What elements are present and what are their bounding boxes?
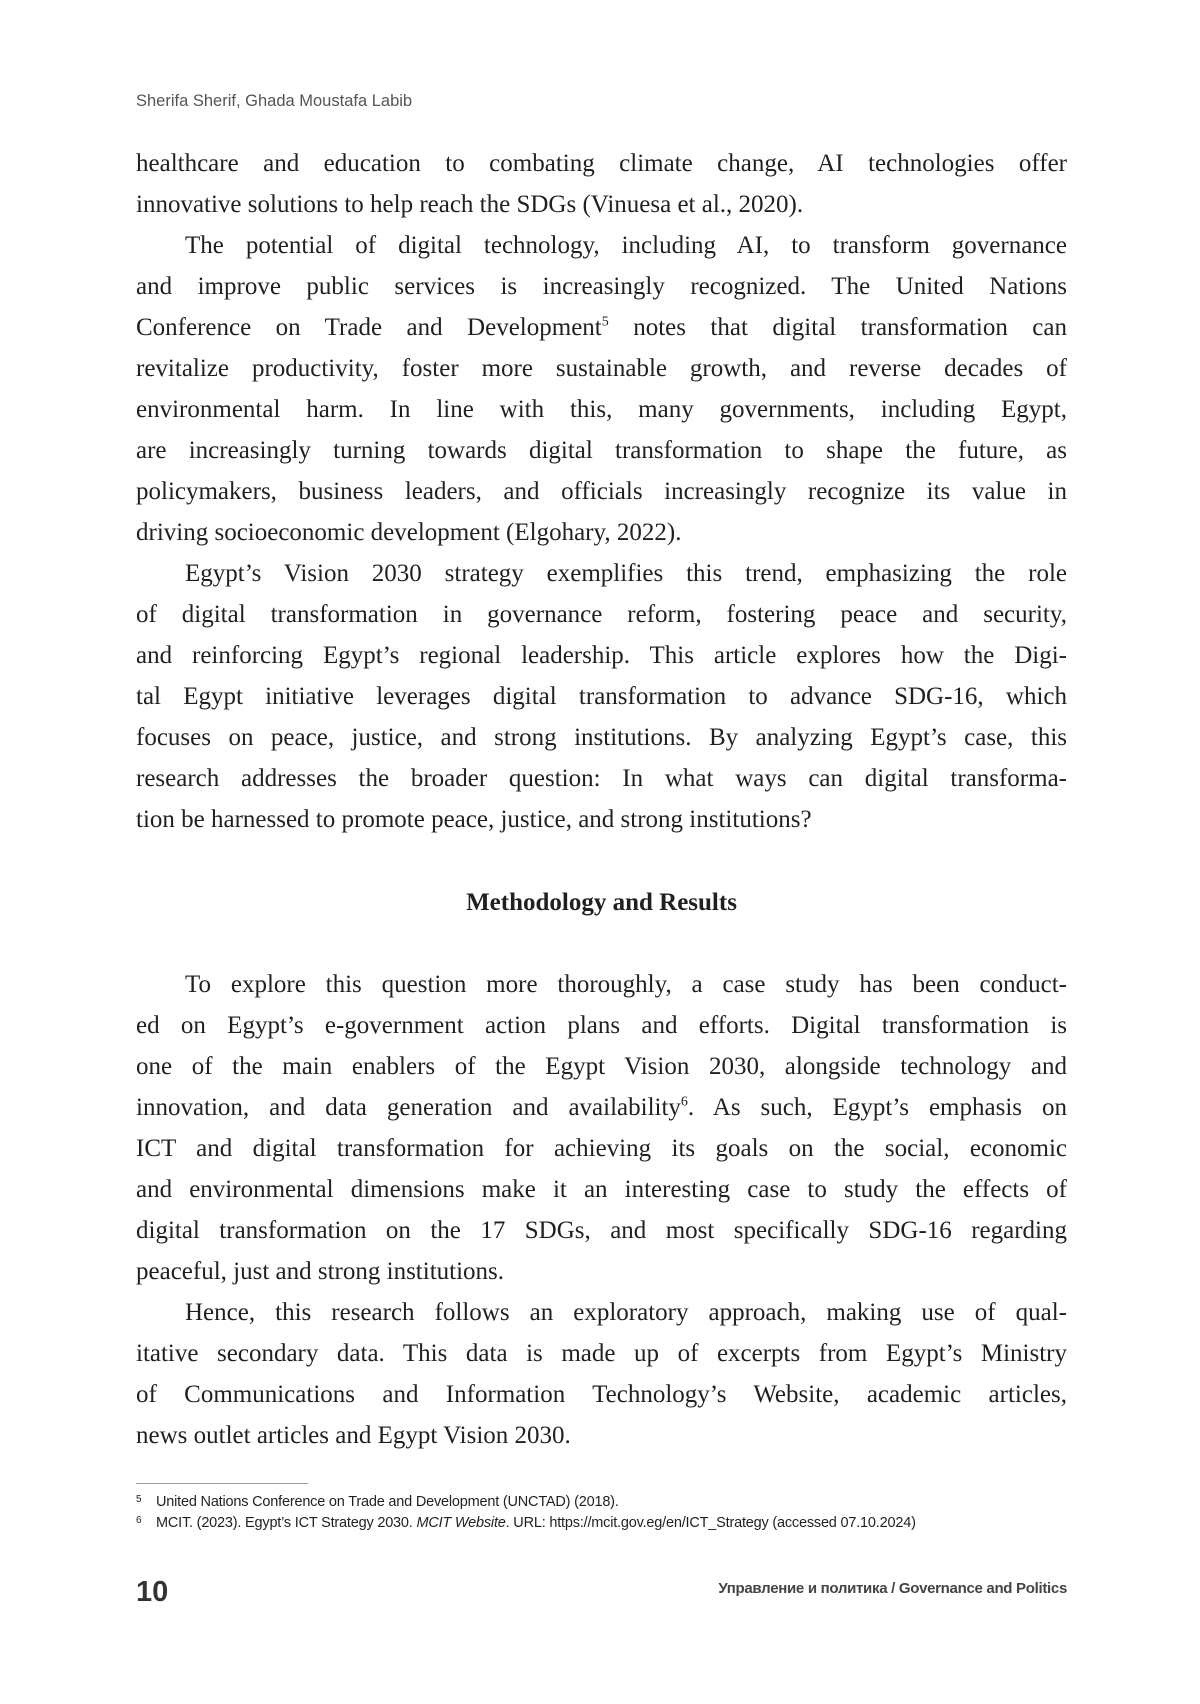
text-line: research addresses the broader question: In what ways can digital transforma-	[136, 758, 1067, 799]
footnote-number: 6	[136, 1515, 156, 1526]
footnote-reference[interactable]: 6	[681, 1095, 688, 1110]
text-line: of Communications and Information Technology’s Website, academic articles,	[136, 1374, 1067, 1415]
footnote-6	[136, 1515, 916, 1531]
text-line: innovation, and data generation and availability6. As such, Egypt’s emphasis on	[136, 1087, 1067, 1128]
paragraph	[136, 553, 1067, 840]
text-line: and improve public services is increasingly recognized. The United Nations	[136, 266, 1067, 307]
body-section-methodology	[136, 964, 1067, 1456]
footnote-number: 5	[136, 1494, 156, 1505]
text-line: environmental harm. In line with this, many governments, including Egypt,	[136, 389, 1067, 430]
text-line: digital transformation on the 17 SDGs, and most specifically SDG-16 regarding	[136, 1210, 1067, 1251]
text-line: one of the main enablers of the Egypt Vision 2030, alongside technology and	[136, 1046, 1067, 1087]
paragraph	[136, 1292, 1067, 1456]
text-line: innovative solutions to help reach the SDGs (Vinuesa et al., 2020).	[136, 184, 1067, 225]
footnote-text: United Nations Conference on Trade and Development (UNCTAD) (2018).	[156, 1494, 619, 1510]
journal-title: Управление и политика / Governance and Politics	[718, 1580, 1067, 1597]
footnote-text: MCIT. (2023). Egypt’s ICT Strategy 2030.	[156, 1515, 416, 1531]
footnote-italic-source: MCIT Website	[416, 1515, 505, 1531]
text-line: ed on Egypt’s e-government action plans and efforts. Digital transformation is	[136, 1005, 1067, 1046]
text-line: Hence, this research follows an exploratory approach, making use of qual-	[136, 1292, 1067, 1333]
text-line: focuses on peace, justice, and strong institutions. By analyzing Egypt’s case, this	[136, 717, 1067, 758]
text-line: ICT and digital transformation for achieving its goals on the social, economic	[136, 1128, 1067, 1169]
text-line: of digital transformation in governance reform, fostering peace and security,	[136, 594, 1067, 635]
running-head-authors: Sherifa Sherif, Ghada Moustafa Labib	[136, 92, 412, 111]
footnote-divider	[136, 1483, 308, 1484]
text-line: Conference on Trade and Development5 notes that digital transformation can	[136, 307, 1067, 348]
text-line: The potential of digital technology, including AI, to transform governance	[136, 225, 1067, 266]
text-line: and environmental dimensions make it an interesting case to study the effects of	[136, 1169, 1067, 1210]
text-line: policymakers, business leaders, and officials increasingly recognize its value in	[136, 471, 1067, 512]
text-line: peaceful, just and strong institutions.	[136, 1251, 1067, 1292]
text-line: healthcare and education to combating climate change, AI technologies offer	[136, 143, 1067, 184]
text-line: tal Egypt initiative leverages digital transformation to advance SDG-16, which	[136, 676, 1067, 717]
body-section-introduction	[136, 143, 1067, 840]
footnote-5	[136, 1494, 619, 1510]
paragraph	[136, 225, 1067, 553]
paragraph	[136, 964, 1067, 1292]
text-line: and reinforcing Egypt’s regional leadership. This article explores how the Digi-	[136, 635, 1067, 676]
text-line: driving socioeconomic development (Elgohary, 2022).	[136, 512, 1067, 553]
text-line: To explore this question more thoroughly, a case study has been conduct-	[136, 964, 1067, 1005]
text-line: news outlet articles and Egypt Vision 2030.	[136, 1415, 1067, 1456]
text-line: tion be harnessed to promote peace, justice, and strong institutions?	[136, 799, 1067, 840]
text-line: revitalize productivity, foster more sustainable growth, and reverse decades of	[136, 348, 1067, 389]
text-line: Egypt’s Vision 2030 strategy exemplifies this trend, emphasizing the role	[136, 553, 1067, 594]
text-line: are increasingly turning towards digital transformation to shape the future, as	[136, 430, 1067, 471]
page-number: 10	[136, 1576, 168, 1609]
paragraph	[136, 143, 1067, 225]
footnote-reference[interactable]: 5	[602, 315, 609, 330]
section-heading: Methodology and Results	[136, 882, 1067, 923]
text-line: itative secondary data. This data is made up of excerpts from Egypt’s Ministry	[136, 1333, 1067, 1374]
footnote-text-url: . URL: https://mcit.gov.eg/en/ICT_Strategy (accessed 07.10.2024)	[506, 1515, 916, 1531]
